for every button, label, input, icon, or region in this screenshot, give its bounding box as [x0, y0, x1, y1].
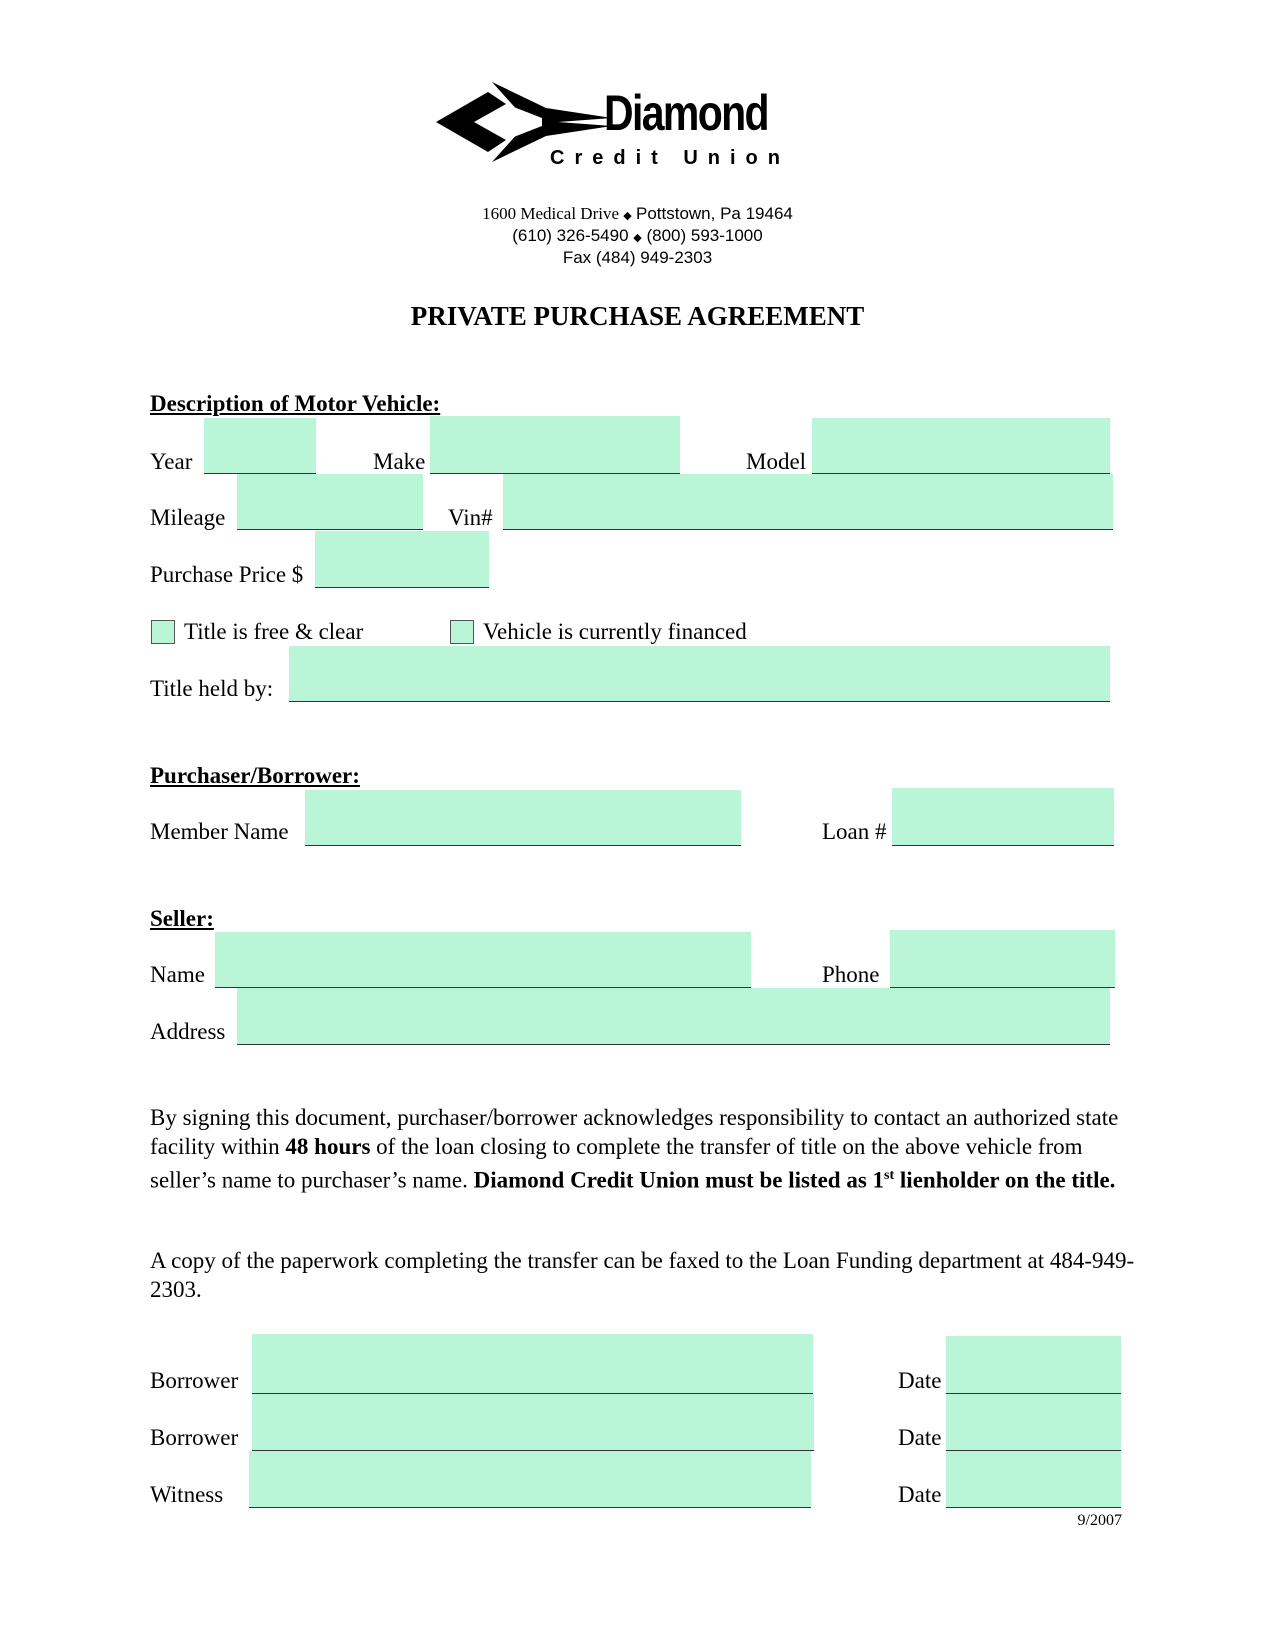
- seller-address-field[interactable]: [237, 988, 1110, 1045]
- financed-checkbox[interactable]: [450, 620, 474, 644]
- address-city: Pottstown, Pa 19464: [635, 204, 793, 223]
- mileage-field[interactable]: [237, 474, 423, 530]
- vehicle-heading: Description of Motor Vehicle:: [150, 391, 441, 416]
- separator-icon: ◆: [623, 210, 632, 222]
- phone-2: (800) 593-1000: [646, 226, 763, 245]
- page-title: PRIVATE PURCHASE AGREEMENT: [410, 301, 865, 331]
- agreement-sup: st: [884, 1168, 895, 1183]
- title-held-field[interactable]: [289, 646, 1110, 702]
- agreement-hours: 48 hours: [285, 1134, 371, 1159]
- agreement-text-2: of the loan closing to complete the transfer of title on the above vehicle from seller’s name to purchaser’s name.: [150, 1134, 1083, 1193]
- agreement-lienholder-2: lienholder on the title.: [894, 1167, 1116, 1193]
- seller-address-label: Address: [150, 1019, 226, 1044]
- make-label: Make: [373, 449, 426, 474]
- separator-icon: ◆: [633, 232, 642, 244]
- address-line: [0, 203, 1275, 227]
- borrower-2-signature-field[interactable]: [252, 1394, 814, 1451]
- agreement-text-1: By signing this document, purchaser/borrower acknowledges responsibility to contact an authorized state facility within: [150, 1105, 1119, 1159]
- date-3-label: Date: [898, 1482, 942, 1507]
- seller-phone-label: Phone: [822, 962, 880, 987]
- seller-name-label: Name: [150, 962, 205, 987]
- seller-name-field[interactable]: [215, 932, 751, 988]
- phone-line: [0, 225, 1275, 249]
- witness-signature-field[interactable]: [249, 1451, 811, 1508]
- witness-label: Witness: [150, 1482, 224, 1507]
- revision-date: 9/2007: [1077, 1512, 1122, 1529]
- year-label: Year: [150, 449, 193, 474]
- member-name-field[interactable]: [305, 790, 741, 846]
- vin-label: Vin#: [448, 505, 493, 530]
- loan-field[interactable]: [892, 788, 1114, 846]
- model-field[interactable]: [812, 418, 1110, 474]
- seller-heading: Seller:: [150, 906, 214, 931]
- title-held-label: Title held by:: [150, 676, 274, 701]
- price-field[interactable]: [315, 531, 489, 588]
- title-free-checkbox[interactable]: [151, 620, 175, 644]
- agreement-paragraph: [150, 1103, 1140, 1195]
- seller-phone-field[interactable]: [890, 930, 1115, 988]
- fax-line: Fax (484) 949-2303: [562, 248, 713, 267]
- loan-label: Loan #: [822, 819, 887, 844]
- purchaser-heading: Purchaser/Borrower:: [150, 763, 360, 788]
- agreement-lienholder-1: Diamond Credit Union must be listed as 1: [473, 1167, 885, 1193]
- date-1-label: Date: [898, 1368, 942, 1393]
- logo-sub: Credit Union: [550, 147, 790, 169]
- address-street: 1600 Medical Drive: [482, 204, 620, 223]
- vin-field[interactable]: [503, 474, 1113, 530]
- borrower-2-label: Borrower: [150, 1425, 239, 1450]
- mileage-label: Mileage: [150, 505, 226, 530]
- year-field[interactable]: [204, 418, 316, 474]
- date-2-field[interactable]: [946, 1394, 1121, 1451]
- make-field[interactable]: [430, 416, 680, 474]
- logo-word: Diamond: [604, 85, 768, 141]
- member-name-label: Member Name: [150, 819, 289, 844]
- borrower-1-signature-field[interactable]: [252, 1334, 813, 1394]
- price-label: Purchase Price $: [150, 562, 304, 587]
- date-1-field[interactable]: [946, 1336, 1121, 1394]
- model-label: Model: [746, 449, 807, 474]
- logo: [436, 78, 796, 174]
- phone-1: (610) 326-5490: [512, 226, 629, 245]
- title-free-label: Title is free & clear: [184, 619, 364, 644]
- financed-label: Vehicle is currently financed: [483, 619, 747, 644]
- borrower-1-label: Borrower: [150, 1368, 239, 1393]
- date-2-label: Date: [898, 1425, 942, 1450]
- fax-paragraph: A copy of the paperwork completing the transfer can be faxed to the Loan Funding department at 484-949-2303.: [150, 1248, 1135, 1302]
- date-3-field[interactable]: [946, 1451, 1121, 1508]
